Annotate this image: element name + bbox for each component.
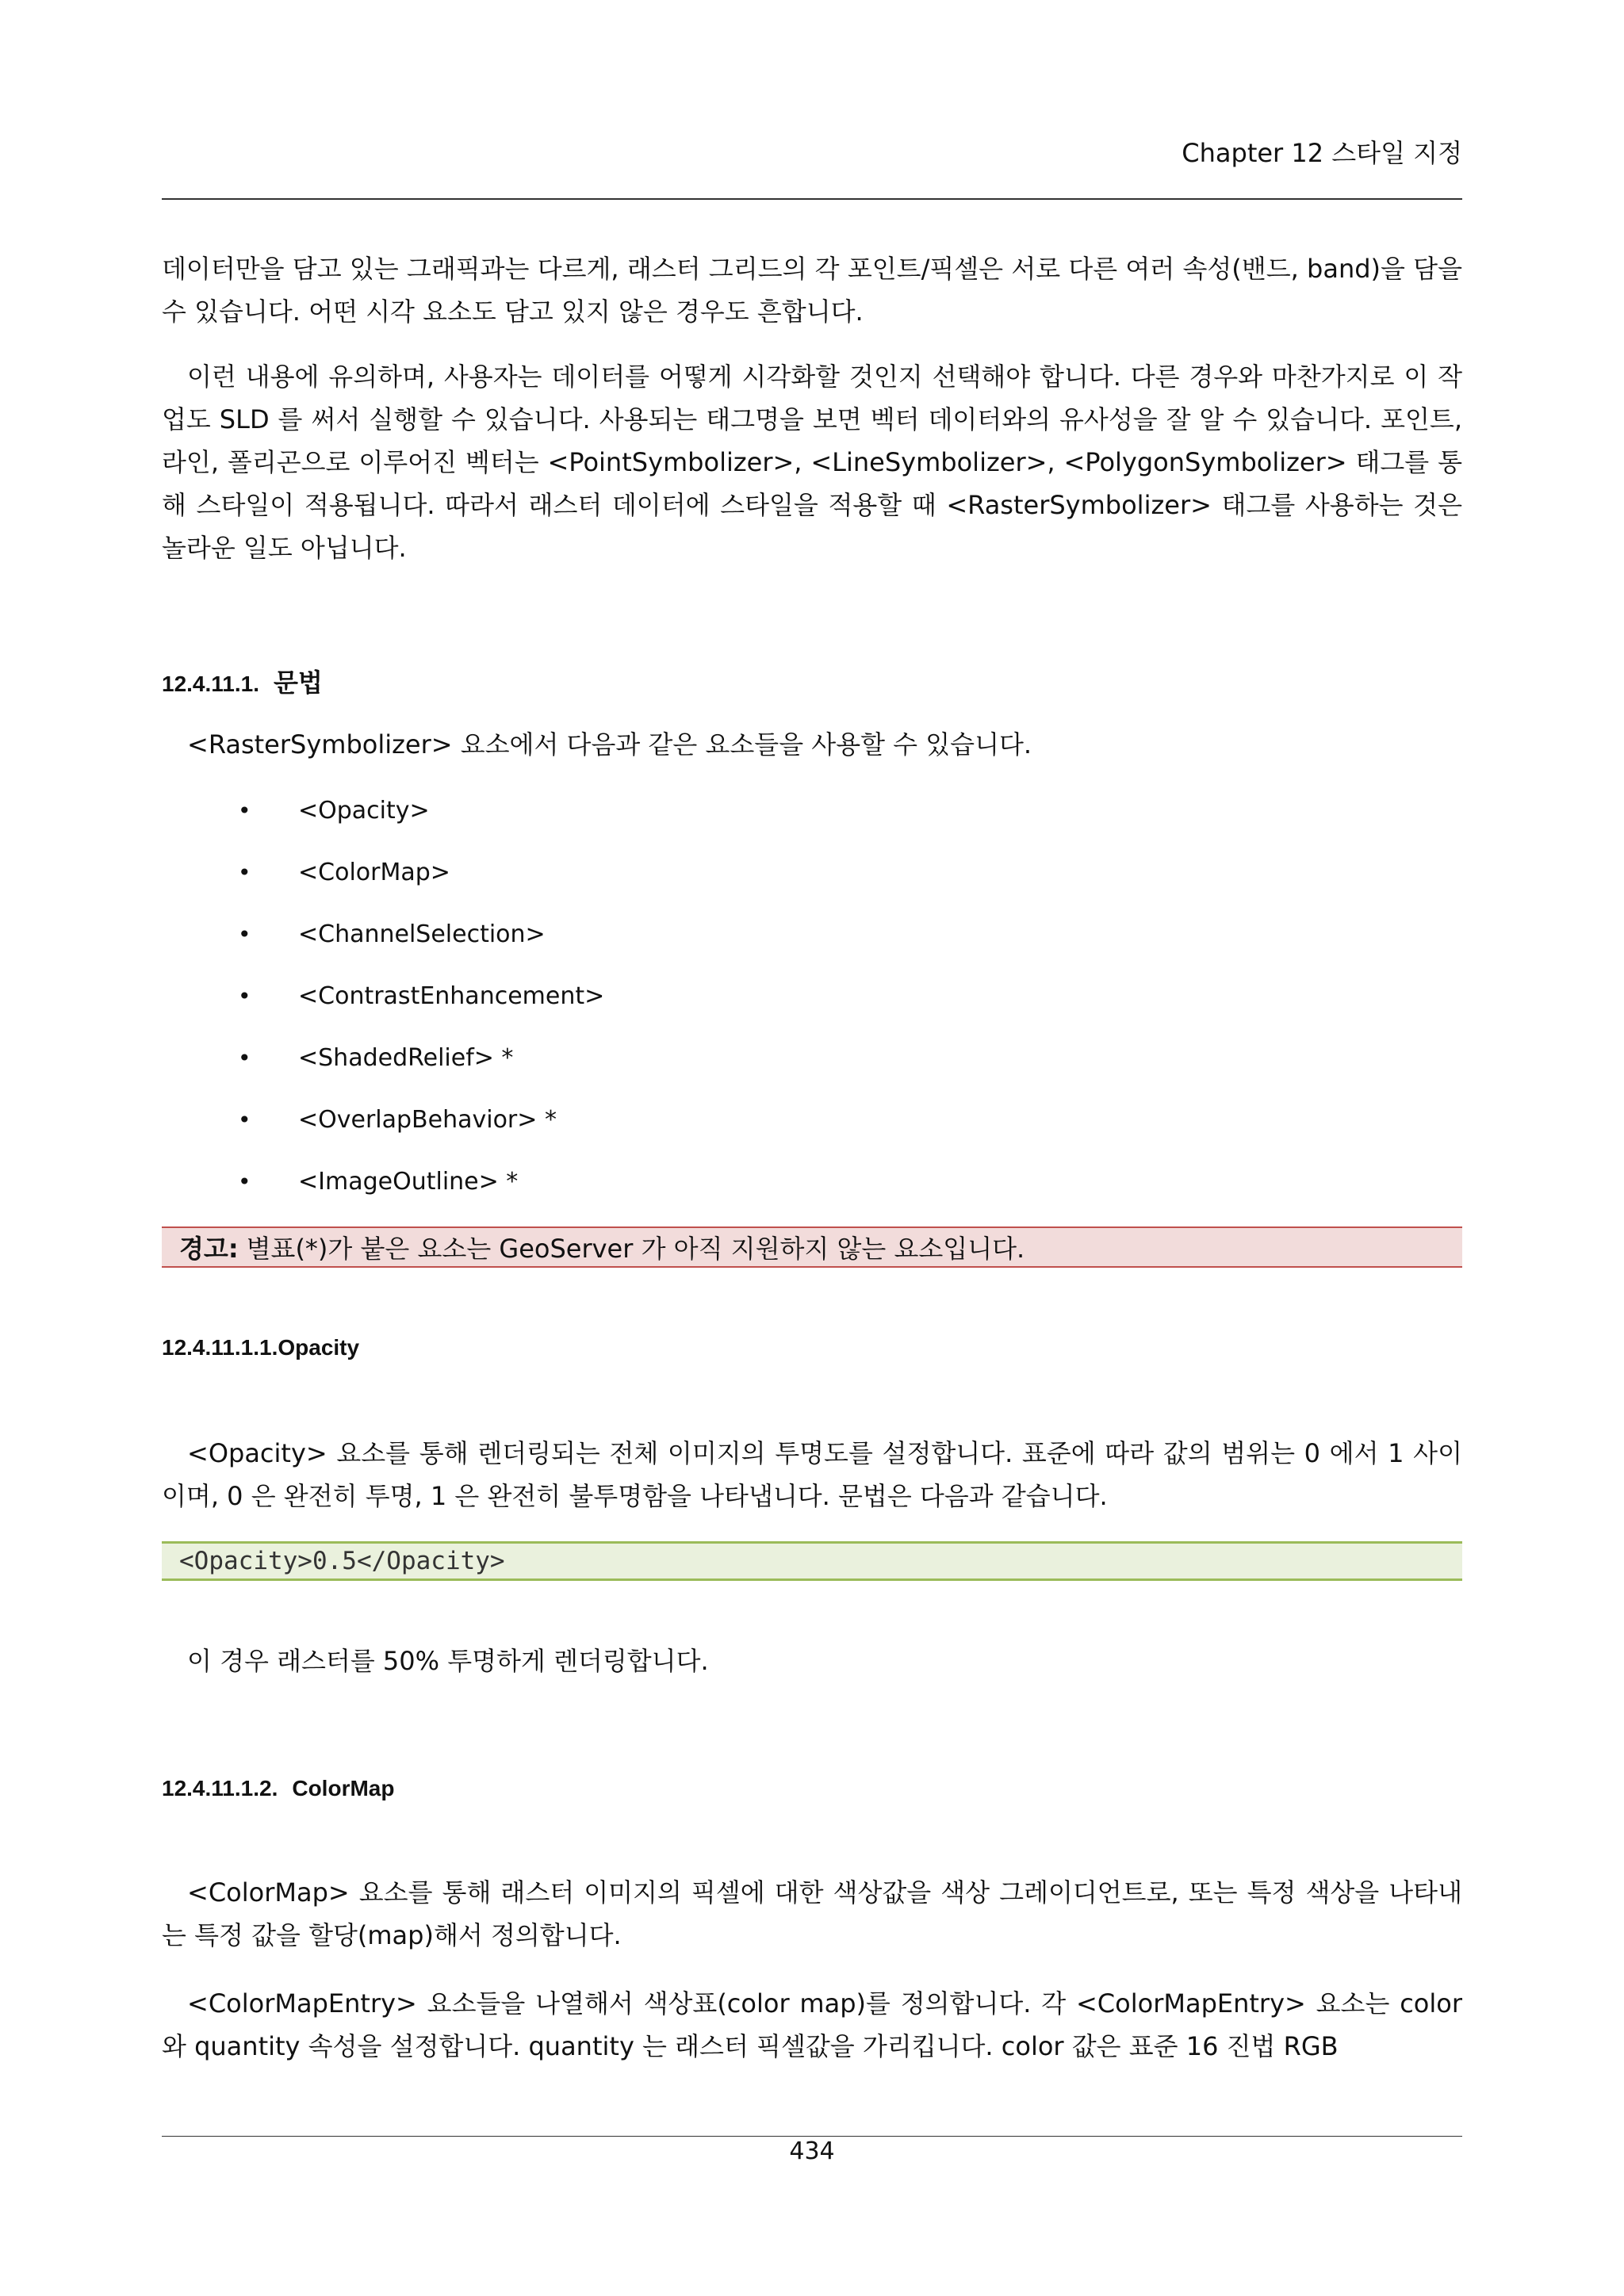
header-rule: [162, 198, 1462, 200]
paragraph-intro: 데이터만을 담고 있는 그래픽과는 다르게, 래스터 그리드의 각 포인트/픽셀은 서로 다른 여러 속성(밴드, band)을 담을 수 있습니다. 어떤 시각 요소도 담고 있지 않은 경우도 흔합니다.: [162, 254, 1462, 327]
list-item: [238, 1161, 604, 1223]
paragraph-opacity-result: 이 경우 래스터를 50% 투명하게 렌더링합니다.: [187, 1646, 709, 1676]
paragraph-elements-intro: <RasterSymbolizer> 요소에서 다음과 같은 요소들을 사용할 수 있습니다.: [187, 729, 1032, 760]
page-number: 434: [789, 2137, 835, 2165]
list-item: [238, 851, 604, 913]
section-number: 12.4.11.1.2.: [162, 1776, 278, 1800]
warning-note: [162, 1226, 1462, 1268]
list-item-text: <ImageOutline> *: [298, 1168, 519, 1196]
list-item: [238, 1037, 604, 1099]
list-item: [238, 790, 604, 851]
bullet-marker: •: [238, 859, 251, 886]
list-item-text: <ContrastEnhancement>: [298, 982, 605, 1010]
section-heading-syntax: [162, 663, 323, 699]
list-item-text: <OverlapBehavior> *: [298, 1106, 557, 1134]
list-item: [238, 913, 604, 975]
code-sample-opacity: <Opacity>0.5</Opacity>: [162, 1541, 1462, 1581]
element-list: [238, 790, 604, 1223]
bullet-marker: •: [238, 1045, 251, 1071]
paragraph-colormap: <ColorMap> 요소를 통해 래스터 이미지의 픽셀에 대한 색상값을 색상 그레이디언트로, 또는 특정 색상을 나타내는 특정 값을 할당(map)해서 정의합니다.: [162, 1877, 1462, 1950]
section-number: 12.4.11.1.: [162, 672, 260, 696]
footer-rule: [162, 2136, 1462, 2137]
list-item-text: <ShadedRelief> *: [298, 1044, 514, 1072]
bullet-marker: •: [238, 1169, 251, 1195]
section-title: Opacity: [278, 1335, 360, 1360]
list-item-text: <ChannelSelection>: [298, 920, 546, 948]
section-heading-opacity: [162, 1335, 359, 1360]
bullet-marker: •: [238, 1107, 251, 1133]
list-item-text: <Opacity>: [298, 797, 430, 825]
section-heading-colormap: [162, 1776, 394, 1801]
paragraph-opacity: <Opacity> 요소를 통해 렌더링되는 전체 이미지의 투명도를 설정합니다. 표준에 따라 값의 범위는 0 에서 1 사이이며, 0 은 완전히 투명, 1 은 완전히 불투명함을 나타냅니다. 문법은 다음과 같습니다.: [162, 1438, 1462, 1511]
warning-text: 별표(*)가 붙은 요소는 GeoServer 가 아직 지원하지 않는 요소입니다.: [246, 1234, 1025, 1264]
bullet-marker: •: [238, 983, 251, 1009]
section-number: 12.4.11.1.1.: [162, 1335, 278, 1360]
chapter-header: Chapter 12 스타일 지정: [1182, 138, 1462, 168]
list-item: [238, 1099, 604, 1161]
section-title: ColorMap: [292, 1776, 395, 1800]
bullet-marker: •: [238, 921, 251, 947]
list-item-text: <ColorMap>: [298, 859, 450, 886]
section-title: 문법: [274, 668, 323, 697]
paragraph-colormapentry: <ColorMapEntry> 요소들을 나열해서 색상표(color map)를 정의합니다. 각 <ColorMapEntry> 요소는 color 와 quantity 속성을 설정합니다. quantity 는 래스터 픽셀값을 가리킵니다. color 값은 표준 16 진법 RGB: [162, 1988, 1462, 2061]
paragraph-vector-analogy: 이런 내용에 유의하며, 사용자는 데이터를 어떻게 시각화할 것인지 선택해야 합니다. 다른 경우와 마찬가지로 이 작업도 SLD 를 써서 실행할 수 있습니다. 사용되는 태그명을 보면 벡터 데이터와의 유사성을 잘 알 수 있습니다. 포인트, 라인, 폴리곤으로 이루어진 벡터는 <PointSymbolizer>, <LineSymbolizer>, <PolygonSymbolizer> 태그를 통해 스타일이 적용됩니다. 따라서 래스터 데이터에 스타일을 적용할 때 <RasterSymbolizer> 태그를 사용하는 것은 놀라운 일도 아닙니다.: [162, 362, 1462, 563]
bullet-marker: •: [238, 798, 251, 824]
list-item: [238, 975, 604, 1037]
warning-label: 경고:: [179, 1234, 239, 1264]
